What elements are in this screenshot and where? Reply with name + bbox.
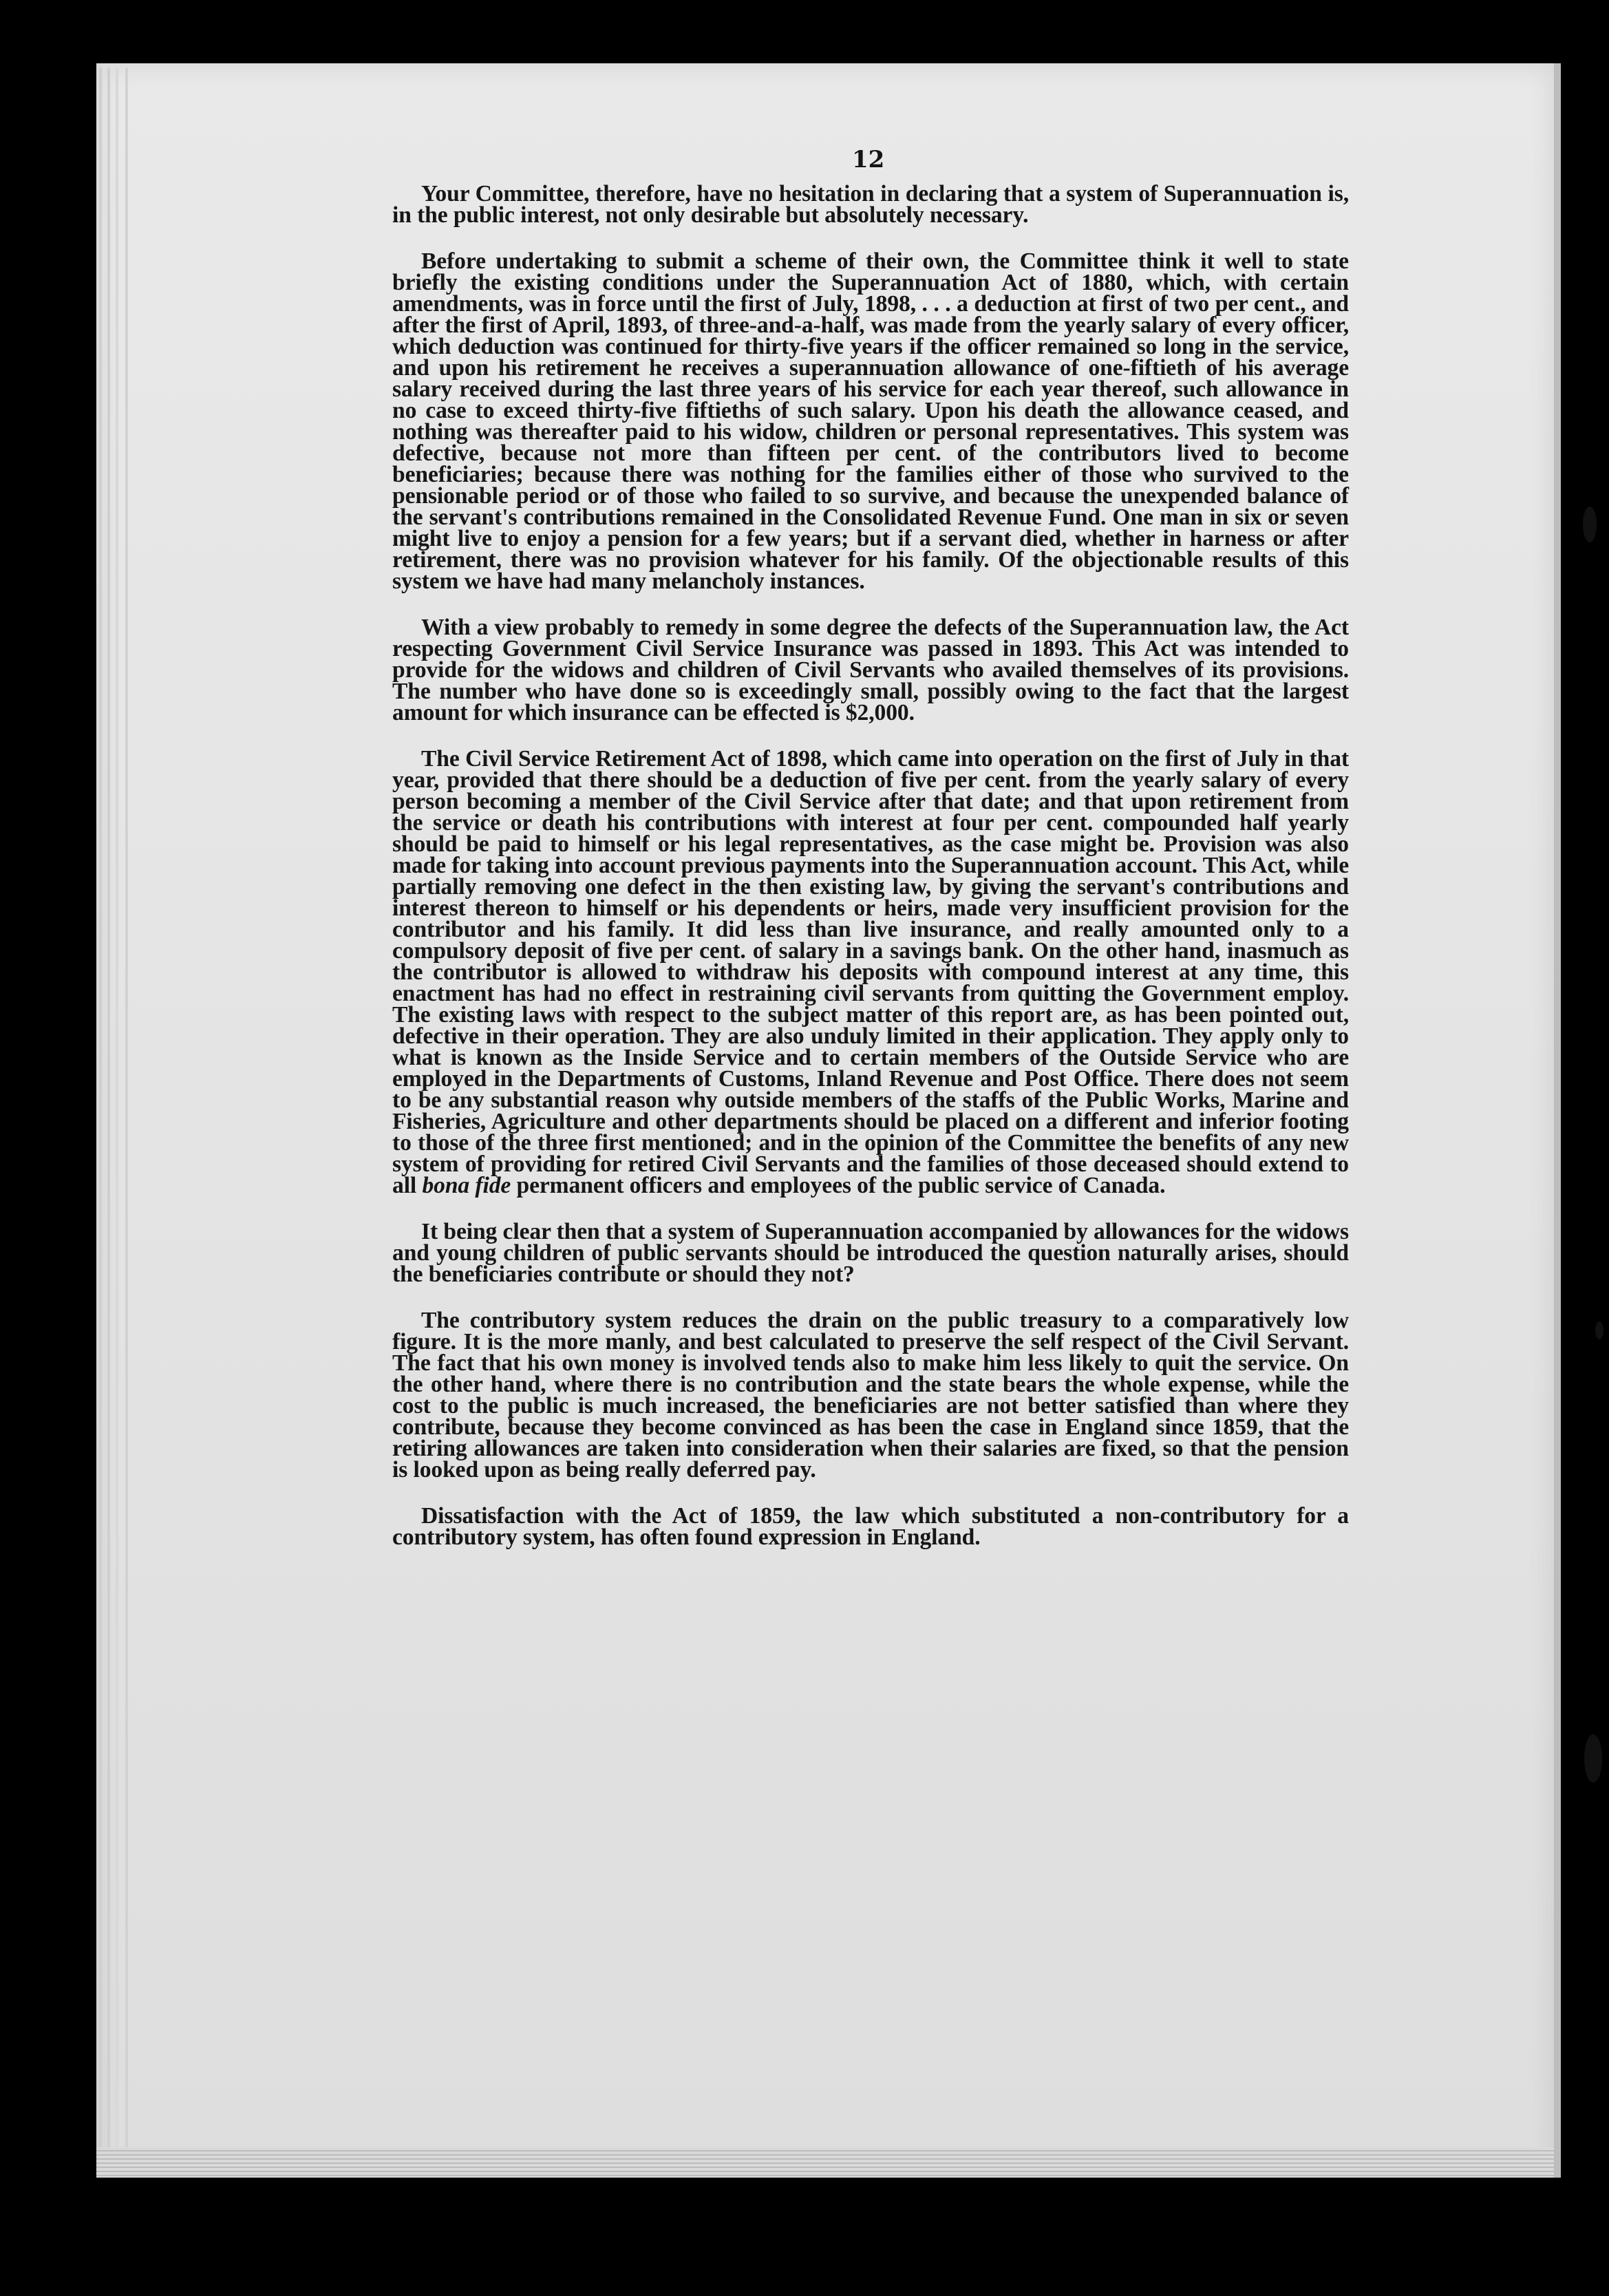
body-text	[392, 183, 1349, 1548]
paragraph-2: Before undertaking to submit a scheme of their own, the Committee think it well to state briefly the existing conditions under the Superannuation Act of 1880, which, with certain amendments, was in force until the first of July, 1898, . . . a deduction at first of two per cent., and after the first of April, 1893, of three-and-a-half, was made from the yearly salary of every officer, which deduction was continued for thirty-five years if the officer remained so long in the service, and upon his retirement he receives a superannuation allowance of one-fiftieth of his average salary received during the last three years of his service for each year thereof, such allowance in no case to exceed thirty-five fiftieths of such salary. Upon his death the allowance ceased, and nothing was thereafter paid to his widow, children or personal representatives. This system was defective, because not more than fifteen per cent. of the contributors lived to become beneficiaries; because there was nothing for the families either of those who survived to the pensionable period or of those who failed to so survive, and because the unexpended balance of the servant's contributions remained in the Consolidated Revenue Fund. One man in six or seven might live to enjoy a pension for a few years; but if a servant died, whether in harness or after retirement, there was no provision whatever for his family. Of the objectionable results of this system we have had many melancholy instances.	[392, 248, 1349, 594]
page-edge	[116, 67, 118, 2167]
page-edge	[125, 67, 128, 2164]
page-edge	[107, 67, 110, 2171]
binding-mark	[1584, 1734, 1602, 1783]
binding-mark	[1583, 507, 1597, 542]
paragraph-5: It being clear then that a system of Superannuation accompanied by allowances for the widows and young children of public servants should be introduced the question naturally arises, should the beneficiaries contribute or should they not?	[392, 1219, 1349, 1287]
page-number: 12	[852, 146, 885, 173]
paragraph-1: Your Committee, therefore, have no hesitation in declaring that a system of Superannuation is, in the public interest, not only desirable but absolutely necessary.	[392, 181, 1349, 228]
paragraph-4-tail: permanent officers and employees of the public service of Canada.	[511, 1173, 1166, 1198]
paragraph-7: Dissatisfaction with the Act of 1859, the law which substituted a non-contributory for a contributory system, has often found expression in England.	[392, 1503, 1349, 1550]
paragraph-4-italic: bona fide	[422, 1173, 511, 1198]
paragraph-6: The contributory system reduces the drain on the public treasury to a comparatively low figure. It is the more manly, and best calculated to preserve the self respect of the Civil Servant. The fact that his own money is involved tends also to make him less likely to quit the service. On the other hand, where there is no contribution and the state bears the whole expense, while the cost to the public is much increased, the beneficiaries are not better satisfied than where they contribute, because they become convinced as has been the case in England since 1859, that the retiring allowances are taken into consideration when their salaries are fixed, so that the pension is looked upon as being really deferred pay.	[392, 1308, 1349, 1482]
page-edge	[99, 67, 102, 2173]
paragraph-4-text: The Civil Service Retirement Act of 1898, which came into operation on the first of July in that year, provided that there should be a deduction of five per cent. from the yearly salary of every person becoming a member of the Civil Service after that date; and that upon retirement from the service or death his contributions with interest at four per cent. compounded half yearly should be paid to himself or his legal representatives, as the case might be. Provision was also made for taking into account previous payments into the Superannuation account. This Act, while partially removing one defect in the then existing law, by giving the servant's contributions and interest thereon to himself or his dependents or heirs, made very insufficient provision for the contributor and his family. It did less than live insurance, and really amounted only to a compulsory deposit of five per cent. of salary in a savings bank. On the other hand, inasmuch as the contributor is allowed to withdraw his deposits with compound interest at any time, this enactment has had no effect in restraining civil servants from quitting the Government employ. The existing laws with respect to the subject matter of this report are, as has been pointed out, defective in their operation. They are also unduly limited in their application. They apply only to what is known as the Inside Service and to certain members of the Outside Service who are employed in the Departments of Customs, Inland Revenue and Post Office. There does not seem to be any substantial reason why outside members of the staffs of the Public Works, Marine and Fisheries, Agriculture and other departments should be placed on a different and inferior footing to those of the three first mentioned; and in the opinion of the Committee the benefits of any new system of providing for retired Civil Servants and the families of those deceased should extend to all	[392, 746, 1349, 1198]
paragraph-4	[392, 748, 1349, 1196]
binding-mark	[1595, 1321, 1603, 1339]
stacked-page-edges	[96, 2147, 1554, 2178]
paragraph-3: With a view probably to remedy in some degree the defects of the Superannuation law, the Act respecting Government Civil Service Insurance was passed in 1893. This Act was intended to provide for the widows and children of Civil Servants who availed themselves of its provisions. The number who have done so is exceedingly small, possibly owing to the fact that the largest amount for which insurance can be effected is $2,000.	[392, 615, 1349, 725]
